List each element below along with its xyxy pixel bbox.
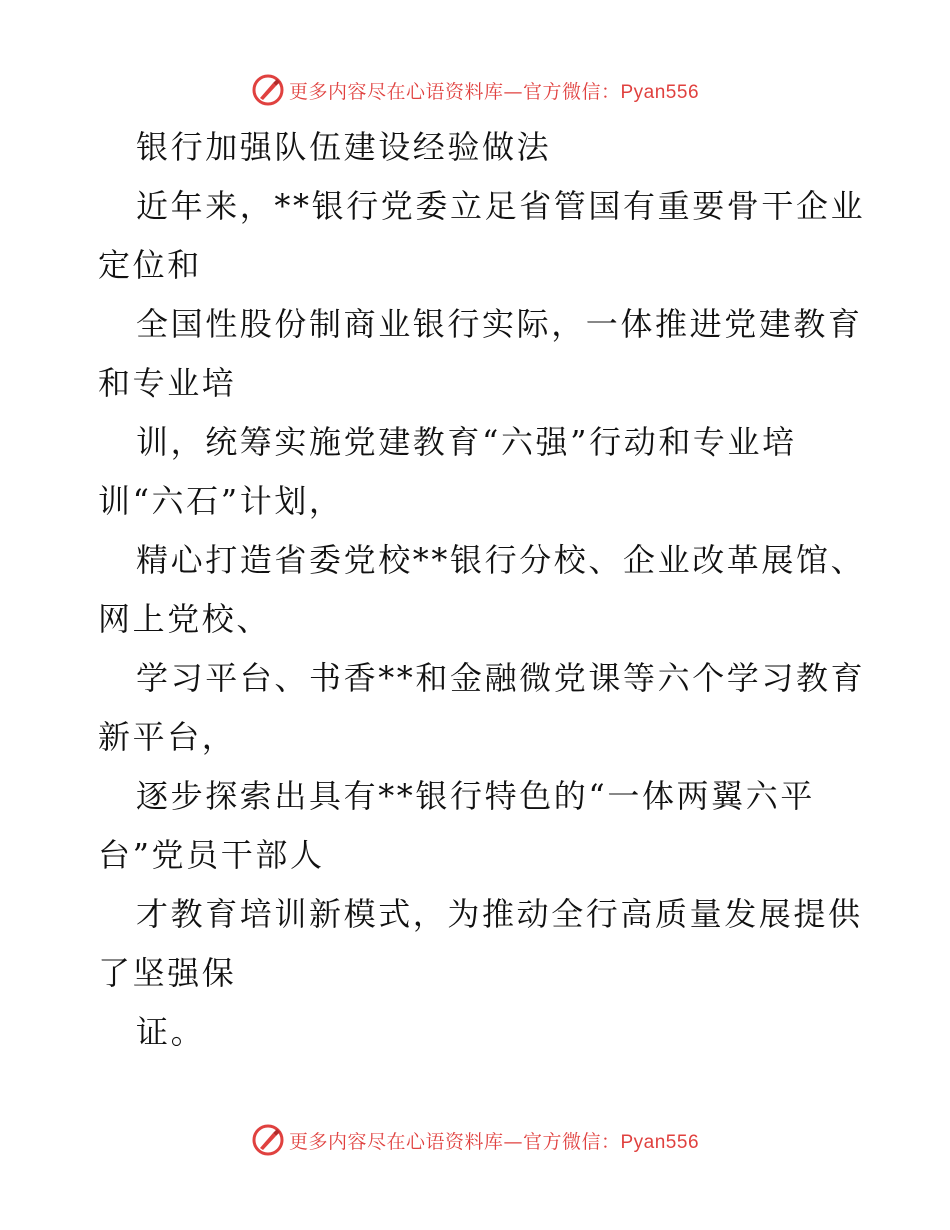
banner-main-text: 更多内容尽在心语资料库 [288, 80, 504, 103]
banner-dash: — [503, 1130, 523, 1153]
banner-main-text: 更多内容尽在心语资料库 [288, 1130, 504, 1153]
banner-wechat-label: 官方微信： [522, 1130, 621, 1153]
paragraph-line: 逐步探索出具有**银行特色的“一体两翼六平 [136, 777, 815, 815]
paragraph-line: 全国性股份制商业银行实际，一体推进党建教育 [136, 305, 863, 343]
paragraph-line: 近年来，**银行党委立足省管国有重要骨干企业 [136, 187, 866, 225]
header-banner [0, 70, 950, 110]
banner-account: Pyan556 [620, 81, 700, 103]
pen-circle-logo-icon [251, 73, 285, 107]
paragraph-line: 学习平台、书香**和金融微党课等六个学习教育 [136, 659, 866, 697]
paragraph-line: 定位和 [98, 246, 202, 284]
banner-account: Pyan556 [620, 1131, 700, 1153]
paragraph-line: 训“六石”计划， [98, 482, 344, 520]
pen-circle-logo-icon [251, 1123, 285, 1157]
paragraph-line: 才教育培训新模式，为推动全行高质量发展提供 [136, 895, 863, 933]
paragraph-line: 训，统筹实施党建教育“六强”行动和专业培 [136, 423, 797, 461]
banner-text [289, 77, 699, 104]
paragraph-line: 证。 [136, 1013, 206, 1051]
document-title: 银行加强队伍建设经验做法 [136, 128, 552, 166]
banner-dash: — [503, 80, 523, 103]
paragraph-line: 新平台， [98, 718, 237, 756]
document-body [98, 118, 898, 1062]
banner-text [289, 1127, 699, 1154]
footer-banner [0, 1120, 950, 1160]
paragraph-line: 了坚强保 [98, 954, 237, 992]
paragraph-line: 网上党校、 [98, 600, 272, 638]
paragraph-line: 台”党员干部人 [98, 836, 325, 874]
paragraph-line: 精心打造省委党校**银行分校、企业改革展馆、 [136, 541, 866, 579]
paragraph-line: 和专业培 [98, 364, 237, 402]
banner-wechat-label: 官方微信： [522, 80, 621, 103]
